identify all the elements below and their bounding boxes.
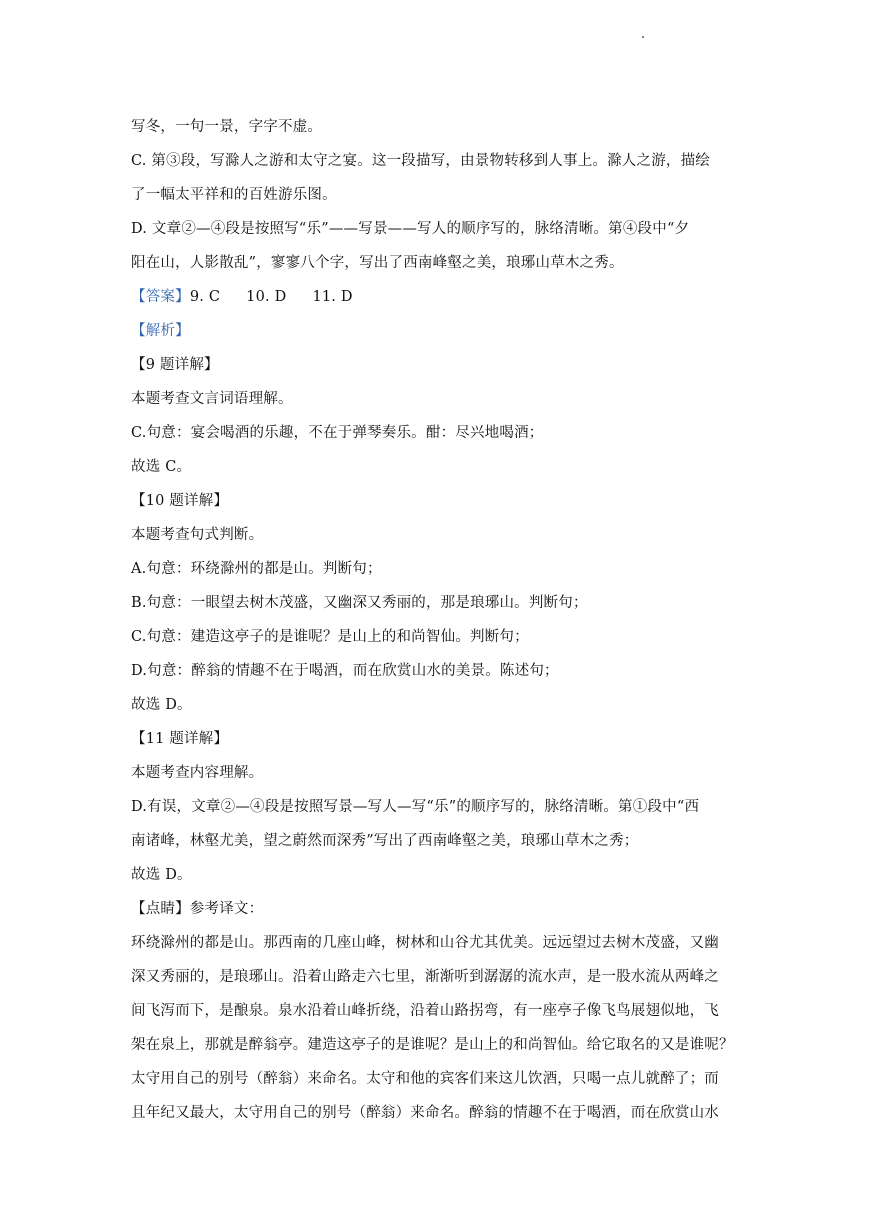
q11-choice: 故选 D。 xyxy=(131,867,192,883)
translation-line: 深又秀丽的，是琅琊山。沿着山路走六七里，渐渐听到潺潺的流水声，是一股水流从两峰之 xyxy=(131,969,719,985)
answer-line xyxy=(131,280,741,314)
text-line: 阳在山，人影散乱”，寥寥八个字，写出了西南峰壑之美，琅琊山草木之秀。 xyxy=(131,255,624,271)
q9-choice: 故选 C。 xyxy=(131,459,192,475)
q10-option-b: B.句意：一眼望去树木茂盛，又幽深又秀丽的，那是琅琊山。判断句； xyxy=(131,595,588,611)
q11-detail-line: 南诸峰，林壑尤美，望之蔚然而深秀”写出了西南峰壑之美，琅琊山草木之秀； xyxy=(131,833,639,849)
q11-heading: 【11 题详解】 xyxy=(131,731,229,747)
translation-line: 环绕滁州的都是山。那西南的几座山峰，树林和山谷尤其优美。远远望过去树木茂盛，又幽 xyxy=(131,935,719,951)
answer-11: 11. D xyxy=(312,289,353,305)
translation-line: 架在泉上，那就是醉翁亭。建造这亭子的是谁呢？是山上的和尚智仙。给它取名的又是谁呢？ xyxy=(131,1037,734,1053)
q11-intro: 本题考查内容理解。 xyxy=(131,765,264,781)
q10-option-c: C.句意：建造这亭子的是谁呢？是山上的和尚智仙。判断句； xyxy=(131,629,529,645)
q10-option-d: D.句意：醉翁的情趣不在于喝酒，而在欣赏山水的美景。陈述句； xyxy=(131,663,559,679)
q11-detail-line: D.有误，文章②—④段是按照写景—写人—写“乐”的顺序写的，脉络清晰。第①段中“西 xyxy=(131,799,700,815)
q10-heading: 【10 题详解】 xyxy=(131,493,229,509)
text-line: 了一幅太平祥和的百姓游乐图。 xyxy=(131,187,337,203)
translation-line: 太守用自己的别号（醉翁）来命名。太守和他的宾客们来这儿饮酒，只喝一点儿就醉了；而 xyxy=(131,1071,719,1087)
document-body xyxy=(131,110,741,1130)
dianjing-heading: 【点睛】参考译文： xyxy=(131,901,264,917)
analysis-tag: 【解析】 xyxy=(131,323,190,339)
q10-intro: 本题考查句式判断。 xyxy=(131,527,264,543)
translation-line: 且年纪又最大，太守用自己的别号（醉翁）来命名。醉翁的情趣不在于喝酒，而在欣赏山水 xyxy=(131,1105,719,1121)
answer-tag: 【答案】 xyxy=(131,289,190,305)
q10-option-a: A.句意：环绕滁州的都是山。判断句； xyxy=(131,561,382,577)
q9-intro: 本题考查文言词语理解。 xyxy=(131,391,293,407)
q9-detail: C.句意：宴会喝酒的乐趣，不在于弹琴奏乐。酣：尽兴地喝酒； xyxy=(131,425,544,441)
option-c-line: C. 第③段，写滁人之游和太守之宴。这一段描写，由景物转移到人事上。滁人之游，描绘 xyxy=(131,153,710,169)
page-mark-dot xyxy=(642,36,644,38)
text-line: 写冬，一句一景，字字不虚。 xyxy=(131,119,323,135)
answer-9: 9. C xyxy=(189,289,221,305)
q9-heading: 【9 题详解】 xyxy=(131,357,219,373)
option-d-line: D. 文章②—④段是按照写“乐”——写景——写人的顺序写的，脉络清晰。第④段中“夕 xyxy=(131,221,690,237)
q10-choice: 故选 D。 xyxy=(131,697,192,713)
translation-line: 间飞泻而下，是酿泉。泉水沿着山峰折绕，沿着山路拐弯，有一座亭子像飞鸟展翅似地，飞 xyxy=(131,1003,719,1019)
answer-10: 10. D xyxy=(246,289,287,305)
